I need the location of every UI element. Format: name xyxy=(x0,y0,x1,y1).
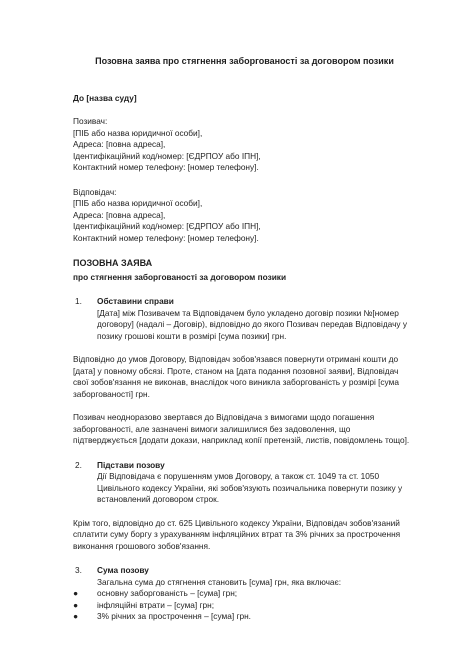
plaintiff-label: Позивач: xyxy=(73,116,108,126)
section-heading xyxy=(73,460,416,472)
claim-heading: ПОЗОВНА ЗАЯВА xyxy=(73,258,153,268)
list-item-text: основну заборгованість – [сума] грн; xyxy=(97,588,238,598)
defendant-address: Адреса: [повна адреса], xyxy=(73,209,166,220)
plaintiff-name: [ПІБ або назва юридичної особи], xyxy=(73,127,203,138)
bullet-icon: ● xyxy=(73,588,79,598)
section-title: Сума позову xyxy=(97,565,149,575)
body-line: Відповідно до умов Договору, Відповідач зобов'язався повернути отримані кошти до xyxy=(73,354,399,364)
body-line: позику грошові кошти в розмірі [сума позики] грн. xyxy=(97,330,287,341)
list-item xyxy=(73,600,416,612)
document-title: Позовна заява про стягнення заборгованості за договором позики xyxy=(95,56,394,66)
claim-subheading: про стягнення заборгованості за договором позики xyxy=(73,271,287,282)
defendant-block xyxy=(73,187,416,245)
list-item-text: 3% річних за прострочення – [сума] грн. xyxy=(97,611,251,621)
body-line: підтверджується [додати докази, наприклад копії претензій, листів, повідомлень тощо]. xyxy=(73,435,410,445)
defendant-id: Ідентифікаційний код/номер: [ЄДРПОУ або ІПН], xyxy=(73,221,261,231)
paragraph-article-625 xyxy=(73,518,416,553)
section-claim-amount xyxy=(73,565,416,623)
plaintiff-phone: Контактний номер телефону: [номер телефону]. xyxy=(73,162,259,172)
body-line: Загальна сума до стягнення становить [сума] грн, яка включає: xyxy=(97,576,342,587)
body-line: [дата] у повному обсязі. Проте, станом на [дата подання позовної заяви], Відповідач xyxy=(73,365,399,376)
defendant-phone: Контактний номер телефону: [номер телефону]. xyxy=(73,232,259,243)
body-line: Дії Відповідача є порушенням умов Договору, а також ст. 1049 та ст. 1050 xyxy=(97,471,380,481)
section-title: Підстави позову xyxy=(97,459,165,470)
paragraph-demands xyxy=(73,412,416,447)
list-item xyxy=(73,588,416,600)
body-line: Цивільного кодексу України, які зобов'язують позичальника повернути позику у xyxy=(97,482,403,493)
section-title: Обставини справи xyxy=(97,296,174,306)
amount-list xyxy=(73,588,416,623)
body-line: виконання грошового зобов'язання. xyxy=(73,540,211,551)
section-body xyxy=(73,308,416,343)
body-line: встановлений договором строк. xyxy=(97,494,220,504)
list-item xyxy=(73,611,416,623)
plaintiff-block xyxy=(73,116,416,174)
body-line: заборгованості, але зазначені вимоги залишилися без задоволення, що xyxy=(73,423,351,434)
section-number: 2. xyxy=(75,459,82,470)
section-grounds xyxy=(73,460,416,506)
section-number: 1. xyxy=(75,296,82,306)
court-name: До [назва суду] xyxy=(73,92,137,103)
section-circumstances xyxy=(73,296,416,342)
paragraph-terms xyxy=(73,354,416,400)
body-line: договору] (надалі – Договір), відповідно до якого Позивач передав Відповідачу у xyxy=(97,319,408,329)
section-body xyxy=(73,471,416,506)
plaintiff-address: Адреса: [повна адреса], xyxy=(73,139,166,149)
body-line: заборгованості] грн. xyxy=(73,388,150,399)
defendant-name: [ПІБ або назва юридичної особи], xyxy=(73,198,203,208)
section-body xyxy=(73,577,416,589)
plaintiff-id: Ідентифікаційний код/номер: [ЄДРПОУ або ІПН], xyxy=(73,150,261,161)
section-heading xyxy=(73,565,416,577)
section-number: 3. xyxy=(75,565,82,575)
body-line: сплатити суму боргу з урахуванням інфляційних втрат та 3% річних за прострочення xyxy=(73,529,401,539)
bullet-icon: ● xyxy=(73,599,79,610)
section-heading xyxy=(73,296,416,308)
body-line: Позивач неодноразово звертався до Відповідача з вимогами щодо погашення xyxy=(73,412,375,422)
body-line: [Дата] між Позивачем та Відповідачем було укладено договір позики №[номер xyxy=(97,307,399,318)
list-item-text: інфляційні втрати – [сума] грн; xyxy=(97,599,215,610)
defendant-label: Відповідач: xyxy=(73,186,117,197)
body-line: свої зобов'язання не виконав, внаслідок чого виникла заборгованість у розмірі [сума xyxy=(73,377,399,387)
body-line: Крім того, відповідно до ст. 625 Цивільного кодексу України, Відповідач зобов'язаний xyxy=(73,517,400,528)
bullet-icon: ● xyxy=(73,611,79,621)
